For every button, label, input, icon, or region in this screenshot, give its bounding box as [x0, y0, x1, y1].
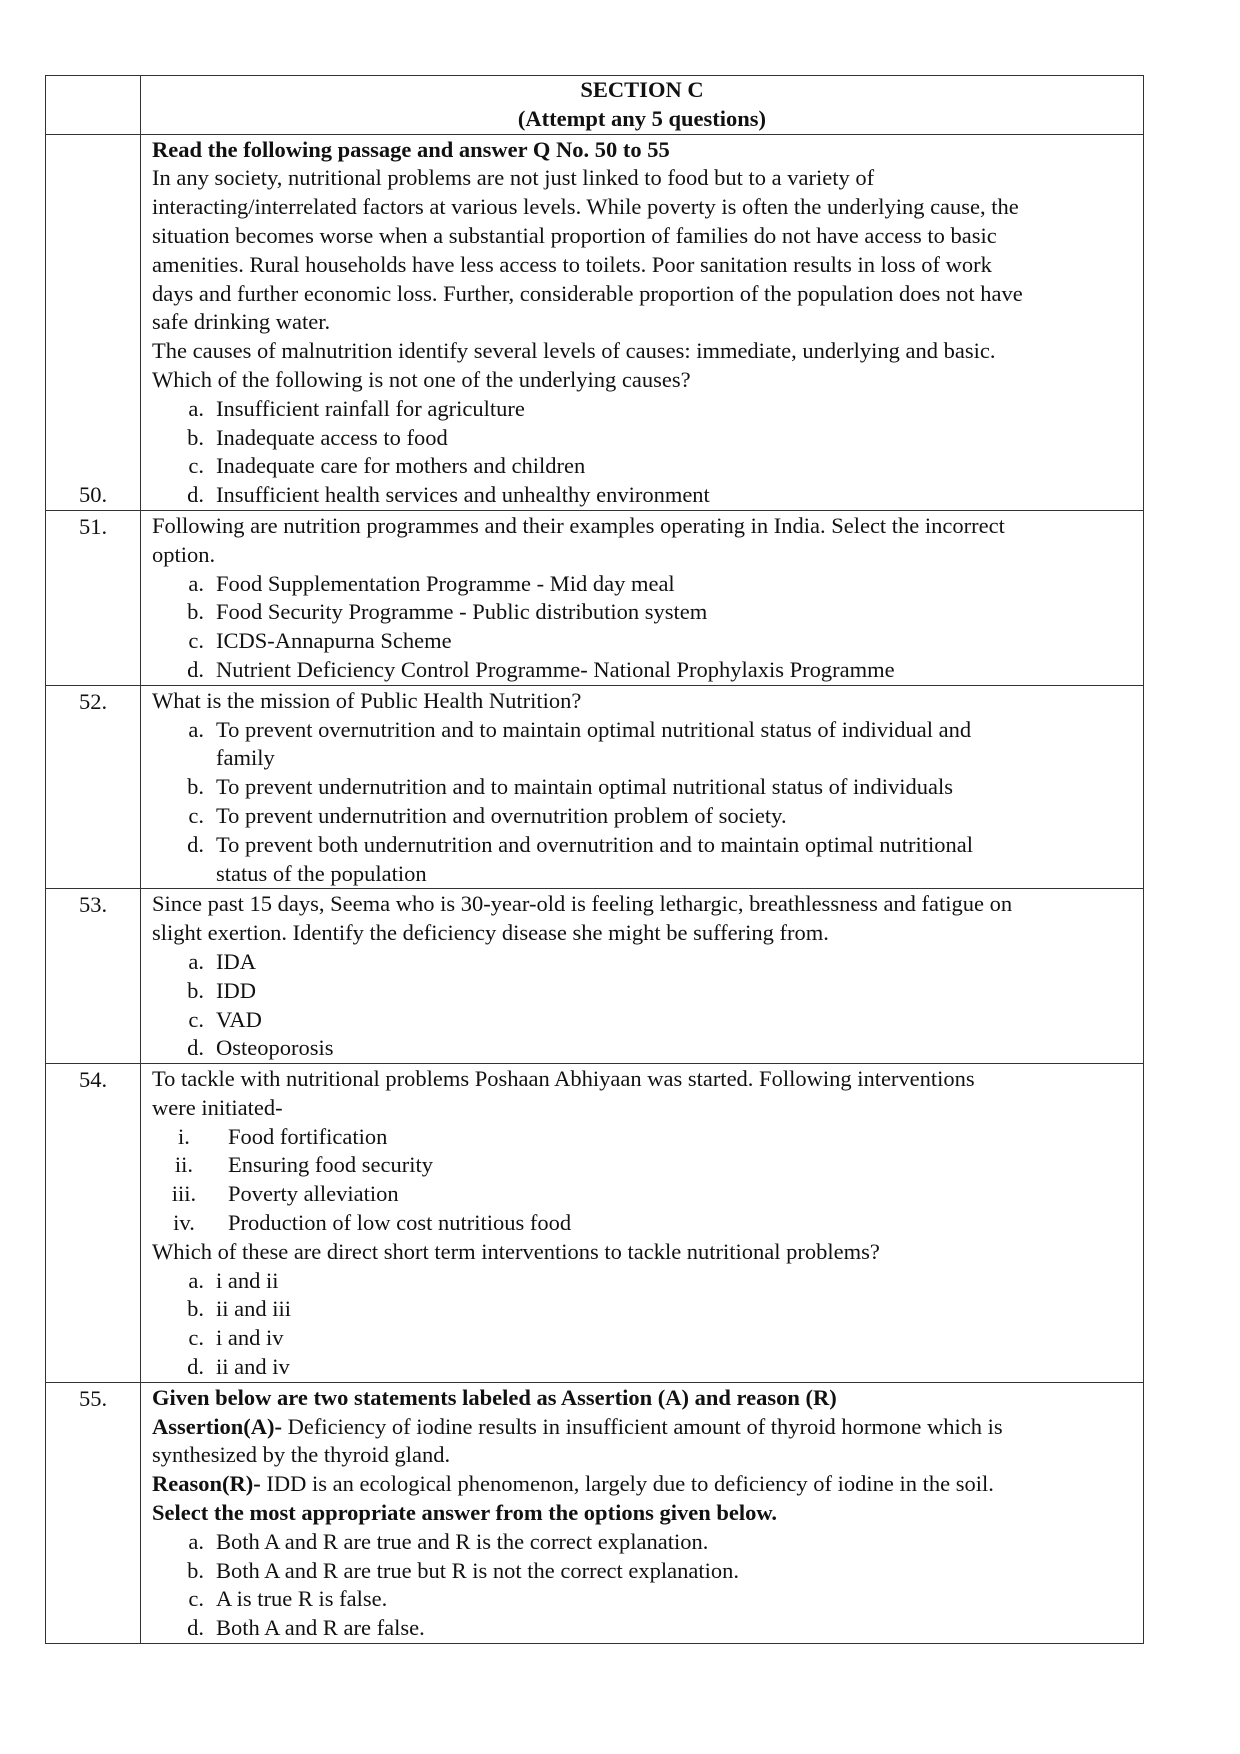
option-text: ICDS-Annapurna Scheme	[216, 628, 452, 654]
option-label: b.	[187, 424, 204, 450]
option-text: Food Supplementation Programme - Mid day meal	[216, 570, 675, 596]
intervention-label: i.	[178, 1123, 190, 1149]
reason-label: Reason(R)-	[152, 1471, 261, 1497]
option-text: Inadequate care for mothers and children	[216, 453, 586, 479]
intervention-ii	[152, 1151, 1129, 1180]
passage-line: In any society, nutritional problems are not just linked to food but to a variety of	[152, 165, 875, 191]
passage-heading: Read the following passage and answer Q No. 50 to 55	[152, 136, 670, 162]
option-a	[152, 716, 1129, 774]
passage-line: interacting/interrelated factors at various levels. While poverty is often the underlying cause, the	[152, 194, 1019, 220]
option-d	[152, 656, 1129, 685]
option-text: i and ii	[216, 1267, 279, 1293]
question-50-row	[46, 134, 1144, 510]
instruction: Select the most appropriate answer from the options given below.	[152, 1500, 777, 1526]
option-label: c.	[188, 1006, 204, 1032]
option-b	[152, 1557, 1129, 1586]
option-d	[152, 481, 1129, 510]
question-number: 54.	[78, 1067, 108, 1093]
option-label: d.	[187, 1615, 204, 1641]
section-title: SECTION C	[580, 77, 704, 102]
passage-line: safe drinking water.	[152, 309, 331, 335]
option-label: b.	[187, 1296, 204, 1322]
option-text: Both A and R are false.	[216, 1615, 425, 1641]
option-c	[152, 627, 1129, 656]
option-b	[152, 424, 1129, 453]
option-c	[152, 1006, 1129, 1035]
option-text: To prevent undernutrition and to maintain optimal nutritional status of individuals	[216, 774, 954, 800]
question-stem: Since past 15 days, Seema who is 30-year-old is feeling lethargic, breathlessness and fatigue on	[152, 891, 1013, 917]
section-header-num-cell	[46, 76, 141, 135]
assertion-text-continued: synthesized by the thyroid gland.	[152, 1442, 451, 1468]
reason-statement	[152, 1470, 1129, 1499]
questions-table	[45, 75, 1144, 1644]
option-d	[152, 1034, 1129, 1063]
option-label: c.	[188, 1586, 204, 1612]
option-text: Nutrient Deficiency Control Programme- National Prophylaxis Programme	[216, 656, 895, 682]
option-text: Both A and R are true but R is not the correct explanation.	[216, 1557, 740, 1583]
intervention-text: Food fortification	[228, 1123, 388, 1149]
option-label: a.	[188, 1528, 204, 1554]
option-label: b.	[187, 1557, 204, 1583]
option-b	[152, 977, 1129, 1006]
option-text: ii and iii	[216, 1296, 291, 1322]
question-number: 55.	[78, 1385, 108, 1411]
question-54	[141, 1064, 1144, 1383]
option-text: Insufficient rainfall for agriculture	[216, 395, 525, 421]
section-header-row	[46, 76, 1144, 135]
question-prompt: Which of these are direct short term interventions to tackle nutritional problems?	[152, 1238, 880, 1264]
option-a	[152, 1267, 1129, 1296]
question-52	[141, 685, 1144, 889]
assertion-text: Deficiency of iodine results in insufficient amount of thyroid hormone which is	[281, 1413, 1003, 1439]
option-label: a.	[188, 570, 204, 596]
question-stem: Following are nutrition programmes and their examples operating in India. Select the incorrect	[152, 512, 1005, 538]
intervention-i	[152, 1123, 1129, 1152]
option-a	[152, 570, 1129, 599]
passage-line: days and further economic loss. Further, considerable proportion of the population does not have	[152, 280, 1023, 306]
question-stem: were initiated-	[152, 1094, 283, 1120]
option-text: To prevent undernutrition and overnutrition problem of society.	[216, 802, 787, 828]
option-c	[152, 1324, 1129, 1353]
assertion-statement	[152, 1413, 1129, 1442]
question-50	[141, 134, 1144, 510]
question-number-cell	[46, 1382, 141, 1643]
option-text: Insufficient health services and unhealthy environment	[216, 482, 710, 508]
option-d	[152, 1614, 1129, 1643]
question-55-row	[46, 1382, 1144, 1643]
option-text: IDA	[216, 948, 256, 974]
passage-line: situation becomes worse when a substantial proportion of families do not have access to basic	[152, 222, 997, 248]
option-text: To prevent both undernutrition and overnutrition and to maintain optimal nutritional status of the population	[216, 831, 974, 886]
option-text: Osteoporosis	[216, 1035, 334, 1061]
question-number: 51.	[78, 513, 108, 539]
intervention-label: iii.	[171, 1181, 197, 1207]
question-number: 52.	[78, 688, 108, 714]
option-label: c.	[188, 1325, 204, 1351]
question-number-cell	[46, 685, 141, 889]
question-53	[141, 889, 1144, 1064]
option-label: b.	[187, 599, 204, 625]
option-label: d.	[187, 1035, 204, 1061]
option-label: a.	[188, 716, 204, 742]
option-text: Food Security Programme - Public distribution system	[216, 599, 708, 625]
option-text: VAD	[216, 1006, 262, 1032]
option-label: d.	[187, 1354, 204, 1380]
section-subtitle: (Attempt any 5 questions)	[517, 105, 767, 131]
intervention-label: iv.	[173, 1210, 195, 1236]
option-d	[152, 1353, 1129, 1382]
option-label: a.	[188, 395, 204, 421]
question-53-row	[46, 889, 1144, 1064]
question-number-cell	[46, 889, 141, 1064]
question-stem: The causes of malnutrition identify several levels of causes: immediate, underlying and basic.	[152, 338, 996, 364]
option-a	[152, 1528, 1129, 1557]
question-number-cell	[46, 1064, 141, 1383]
option-c	[152, 452, 1129, 481]
option-c	[152, 1585, 1129, 1614]
question-number: 53.	[78, 892, 108, 918]
passage-line: amenities. Rural households have less access to toilets. Poor sanitation results in loss of work	[152, 251, 992, 277]
option-d	[152, 831, 1129, 889]
option-label: c.	[188, 802, 204, 828]
option-label: c.	[188, 628, 204, 654]
question-54-row	[46, 1064, 1144, 1383]
option-label: a.	[188, 948, 204, 974]
intervention-text: Ensuring food security	[228, 1152, 433, 1178]
option-label: b.	[187, 774, 204, 800]
option-text: To prevent overnutrition and to maintain optimal nutritional status of individual and family	[216, 716, 972, 771]
option-label: c.	[188, 453, 204, 479]
intervention-text: Poverty alleviation	[228, 1181, 399, 1207]
option-a	[152, 948, 1129, 977]
option-c	[152, 802, 1129, 831]
intervention-label: ii.	[174, 1152, 194, 1178]
option-label: a.	[188, 1267, 204, 1293]
question-stem: slight exertion. Identify the deficiency disease she might be suffering from.	[152, 920, 829, 946]
question-55	[141, 1382, 1144, 1643]
option-text: Inadequate access to food	[216, 424, 448, 450]
option-label: d.	[187, 831, 204, 857]
option-b	[152, 598, 1129, 627]
option-label: d.	[187, 656, 204, 682]
option-text: ii and iv	[216, 1354, 290, 1380]
assertion-label: Assertion(A)-	[152, 1413, 282, 1439]
question-stem: To tackle with nutritional problems Poshaan Abhiyaan was started. Following interventions	[152, 1066, 975, 1092]
section-header	[141, 76, 1144, 135]
intervention-iii	[152, 1180, 1129, 1209]
intervention-text: Production of low cost nutritious food	[228, 1210, 572, 1236]
option-a	[152, 395, 1129, 424]
intervention-iv	[152, 1209, 1129, 1238]
question-51-row	[46, 510, 1144, 685]
option-label: d.	[187, 482, 204, 508]
question-number-cell	[46, 510, 141, 685]
question-51	[141, 510, 1144, 685]
question-stem: What is the mission of Public Health Nutrition?	[152, 687, 582, 713]
option-b	[152, 773, 1129, 802]
option-text: IDD	[216, 977, 256, 1003]
question-52-row	[46, 685, 1144, 889]
question-number: 50.	[78, 482, 108, 508]
question-stem: option.	[152, 541, 216, 567]
assertion-reason-heading: Given below are two statements labeled as Assertion (A) and reason (R)	[152, 1384, 837, 1410]
question-stem: Which of the following is not one of the underlying causes?	[152, 366, 691, 392]
option-text: A is true R is false.	[216, 1586, 388, 1612]
option-b	[152, 1295, 1129, 1324]
question-number-cell	[46, 134, 141, 510]
option-text: i and iv	[216, 1325, 284, 1351]
option-text: Both A and R are true and R is the correct explanation.	[216, 1528, 709, 1554]
reason-text: IDD is an ecological phenomenon, largely due to deficiency of iodine in the soil.	[260, 1471, 994, 1497]
option-label: b.	[187, 977, 204, 1003]
